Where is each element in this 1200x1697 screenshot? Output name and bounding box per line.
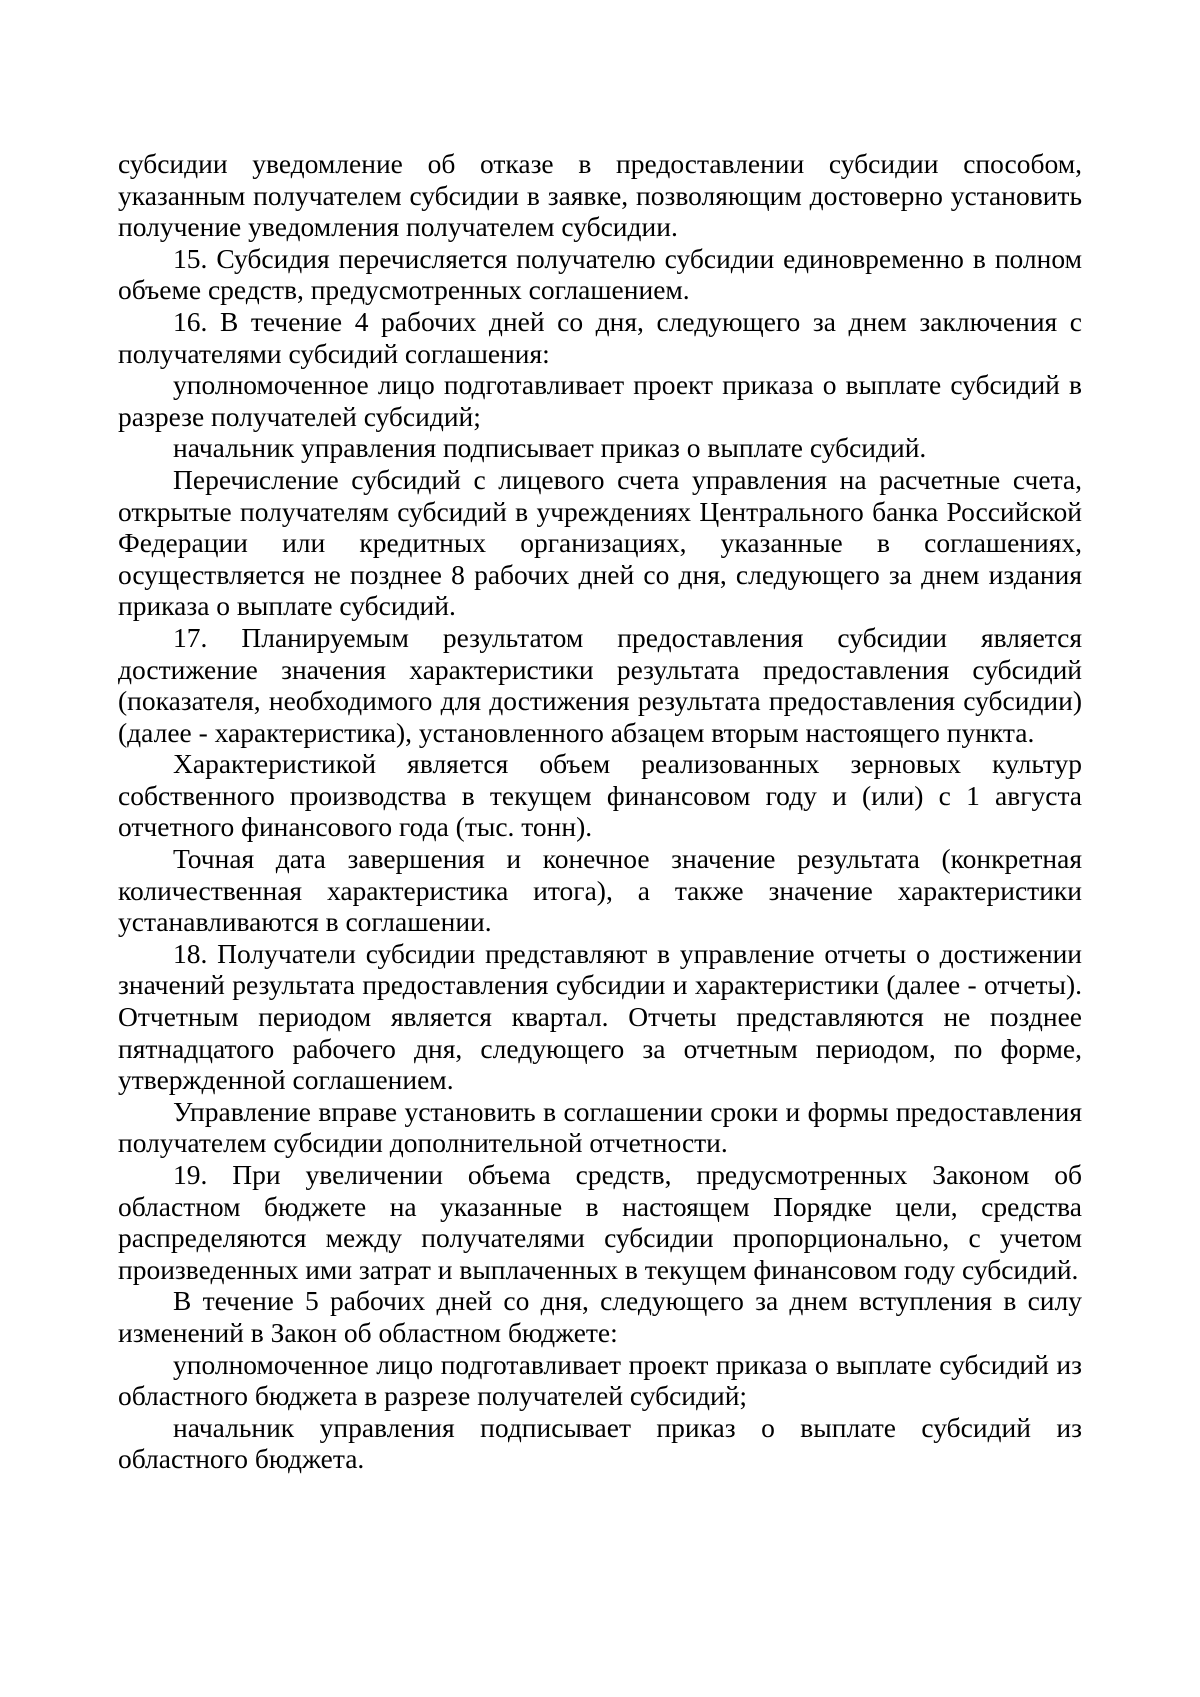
paragraph-item-19: 19. При увеличении объема средств, предусмотренных Законом об областном бюджете на указанные в настоящем Порядке цели, средства распределяются между получателями субсидии пропорционально, с учетом произведенных ими затрат и выплаченных в текущем финансовом году субсидий. <box>118 1159 1082 1285</box>
paragraph-item-18: 18. Получатели субсидии представляют в управление отчеты о достижении значений результата предоставления субсидии и характеристики (далее - отчеты). Отчетным периодом является квартал. Отчеты представляются не позднее пятнадцатого рабочего дня, следующего за отчетным периодом, по форме, утвержденной соглашением. <box>118 937 1082 1096</box>
paragraph-item-15: 15. Субсидия перечисляется получателю субсидии единовременно в полном объеме средств, предусмотренных соглашением. <box>118 242 1082 306</box>
paragraph-item-17-date: Точная дата завершения и конечное значение результата (конкретная количественная характеристика итога), а также значение характеристики устанавливаются в соглашении. <box>118 843 1082 938</box>
paragraph-item-16-transfer: Перечисление субсидий с лицевого счета управления на расчетные счета, открытые получателям субсидий в учреждениях Центрального банка Российской Федерации или кредитных организациях, указанные в соглашениях, осуществляется не позднее 8 рабочих дней со дня, следующего за днем издания приказа о выплате субсидий. <box>118 463 1082 622</box>
paragraph-item-16: 16. В течение 4 рабочих дней со дня, следующего за днем заключения с получателями субсидий соглашения: <box>118 305 1082 369</box>
paragraph-item-19-step-2: начальник управления подписывает приказ о выплате субсидий из областного бюджета. <box>118 1411 1082 1475</box>
paragraph-item-19-timeline: В течение 5 рабочих дней со дня, следующего за днем вступления в силу изменений в Закон об областном бюджете: <box>118 1285 1082 1348</box>
paragraph-item-17-characteristic: Характеристикой является объем реализованных зерновых культур собственного производства в текущем финансовом году и (или) с 1 августа отчетного финансового года (тыс. тонн). <box>118 748 1082 843</box>
paragraph-item-19-step-1: уполномоченное лицо подготавливает проект приказа о выплате субсидий из областного бюджета в разрезе получателей субсидий; <box>118 1348 1082 1412</box>
paragraph-item-18-additional: Управление вправе установить в соглашении сроки и формы предоставления получателем субсидии дополнительной отчетности. <box>118 1095 1082 1159</box>
paragraph-continuation: субсидии уведомление об отказе в предоставлении субсидии способом, указанным получателем субсидии в заявке, позволяющим достоверно установить получение уведомления получателем субсидии. <box>118 148 1082 243</box>
document-body <box>118 148 1082 1475</box>
paragraph-item-16-step-1: уполномоченное лицо подготавливает проект приказа о выплате субсидий в разрезе получателей субсидий; <box>118 369 1082 432</box>
paragraph-item-17: 17. Планируемым результатом предоставления субсидии является достижение значения характеристики результата предоставления субсидий (показателя, необходимого для достижения результата предоставления субсидии) (далее - характеристика), установленного абзацем вторым настоящего пункта. <box>118 621 1082 748</box>
paragraph-item-16-step-2: начальник управления подписывает приказ о выплате субсидий. <box>173 432 927 464</box>
